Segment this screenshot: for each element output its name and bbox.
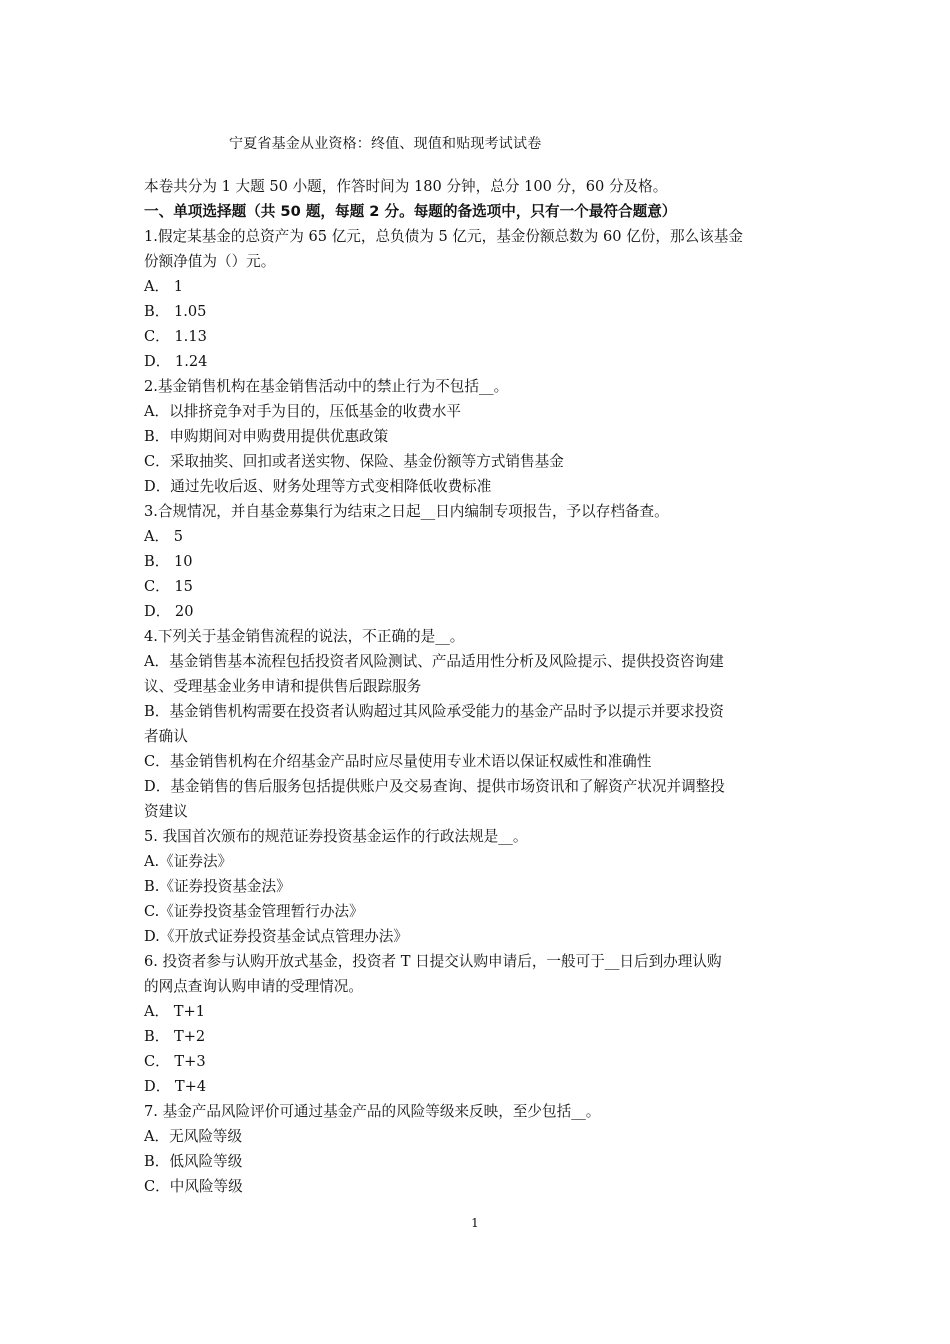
answer-option-line: A．基金销售基本流程包括投资者风险测试、产品适用性分析及风险提示、提供投资咨询建 <box>144 653 724 670</box>
answer-option-line: D． 20 <box>144 603 194 620</box>
question-stem-line: 5. 我国首次颁布的规范证券投资基金运作的行政法规是__。 <box>144 828 528 845</box>
question-7 <box>144 1099 814 1199</box>
question-1 <box>144 224 814 374</box>
answer-option-line: D.《开放式证券投资基金试点管理办法》 <box>144 928 408 945</box>
answer-option <box>144 274 814 299</box>
answer-option-line: D． T+4 <box>144 1078 207 1095</box>
answer-option <box>144 474 814 499</box>
answer-option <box>144 1124 814 1149</box>
question-stem-line: 7. 基金产品风险评价可通过基金产品的风险等级来反映，至少包括__。 <box>144 1103 601 1120</box>
answer-option-line: C．中风险等级 <box>144 1178 243 1195</box>
answer-option-line: B．基金销售机构需要在投资者认购超过其风险承受能力的基金产品时予以提示并要求投资 <box>144 703 724 720</box>
answer-option <box>144 524 814 549</box>
answer-option-line: D．基金销售的售后服务包括提供账户及交易查询、提供市场资讯和了解资产状况并调整投 <box>144 778 725 795</box>
answer-option <box>144 424 814 449</box>
answer-option <box>144 699 814 749</box>
question-stem-line: 的网点查询认购申请的受理情况。 <box>144 978 363 995</box>
question-stem-line: 1.假定某基金的总资产为 65 亿元，总负债为 5 亿元，基金份额总数为 60 亿份，那么该基金 <box>144 228 743 245</box>
answer-option <box>144 999 814 1024</box>
page-number: 1 <box>471 1216 479 1230</box>
answer-option <box>144 924 814 949</box>
answer-option <box>144 1149 814 1174</box>
question-6 <box>144 949 814 1099</box>
answer-option <box>144 1174 814 1199</box>
answer-option <box>144 599 814 624</box>
question-stem-line: 6. 投资者参与认购开放式基金，投资者 T 日提交认购申请后，一般可于__日后到办理认购 <box>144 953 722 970</box>
question-stem-line: 4.下列关于基金销售流程的说法，不正确的是__。 <box>144 628 465 645</box>
question-2 <box>144 374 814 499</box>
question-stem-line: 2.基金销售机构在基金销售活动中的禁止行为不包括__。 <box>144 378 509 395</box>
answer-option <box>144 574 814 599</box>
answer-option-line: A． 5 <box>144 528 184 545</box>
answer-option <box>144 649 814 699</box>
answer-option <box>144 449 814 474</box>
answer-option-line: C． T+3 <box>144 1053 206 1070</box>
answer-option-line: 资建议 <box>144 803 188 820</box>
answer-option <box>144 324 814 349</box>
answer-option-line: C.《证券投资基金管理暂行办法》 <box>144 903 364 920</box>
answer-option-line: C．基金销售机构在介绍基金产品时应尽量使用专业术语以保证权威性和准确性 <box>144 753 652 770</box>
answer-option-line: C． 15 <box>144 578 193 595</box>
document-body <box>144 174 814 1199</box>
answer-option <box>144 349 814 374</box>
answer-option <box>144 774 814 824</box>
answer-option-line: B．低风险等级 <box>144 1153 243 1170</box>
answer-option-line: C．采取抽奖、回扣或者送实物、保险、基金份额等方式销售基金 <box>144 453 564 470</box>
answer-option <box>144 749 814 774</box>
answer-option <box>144 399 814 424</box>
answer-option-line: D． 1.24 <box>144 353 208 370</box>
answer-option <box>144 874 814 899</box>
answer-option-line: A．无风险等级 <box>144 1128 243 1145</box>
question-stem-line: 份额净值为（）元。 <box>144 253 276 270</box>
answer-option <box>144 299 814 324</box>
answer-option <box>144 849 814 874</box>
answer-option-line: D．通过先收后返、财务处理等方式变相降低收费标准 <box>144 478 492 495</box>
question-stem-line: 3.合规情况，并自基金募集行为结束之日起__日内编制专项报告，予以存档备查。 <box>144 503 669 520</box>
answer-option-line: B．申购期间对申购费用提供优惠政策 <box>144 428 389 445</box>
answer-option-line: A． T+1 <box>144 1003 206 1020</box>
answer-option-line: A.《证券法》 <box>144 853 233 870</box>
answer-option-line: A． 1 <box>144 278 184 295</box>
section-heading: 一、单项选择题（共 50 题，每题 2 分。每题的备选项中，只有一个最符合题意） <box>144 203 677 220</box>
answer-option <box>144 899 814 924</box>
answer-option-line: B.《证券投资基金法》 <box>144 878 291 895</box>
answer-option <box>144 1074 814 1099</box>
answer-option-line: B． 1.05 <box>144 303 207 320</box>
answer-option <box>144 1049 814 1074</box>
answer-option-line: C． 1.13 <box>144 328 207 345</box>
question-4 <box>144 624 814 824</box>
document-title: 宁夏省基金从业资格：终值、现值和贴现考试试卷 <box>229 136 542 152</box>
answer-option-line: 议、受理基金业务申请和提供售后跟踪服务 <box>144 678 422 695</box>
answer-option-line: 者确认 <box>144 728 188 745</box>
exam-intro: 本卷共分为 1 大题 50 小题，作答时间为 180 分钟，总分 100 分，60 分及格。 <box>144 178 668 195</box>
question-5 <box>144 824 814 949</box>
answer-option-line: A．以排挤竞争对手为目的，压低基金的收费水平 <box>144 403 462 420</box>
answer-option <box>144 549 814 574</box>
question-list <box>144 224 814 1199</box>
answer-option <box>144 1024 814 1049</box>
answer-option-line: B． 10 <box>144 553 193 570</box>
question-3 <box>144 499 814 624</box>
answer-option-line: B． T+2 <box>144 1028 206 1045</box>
